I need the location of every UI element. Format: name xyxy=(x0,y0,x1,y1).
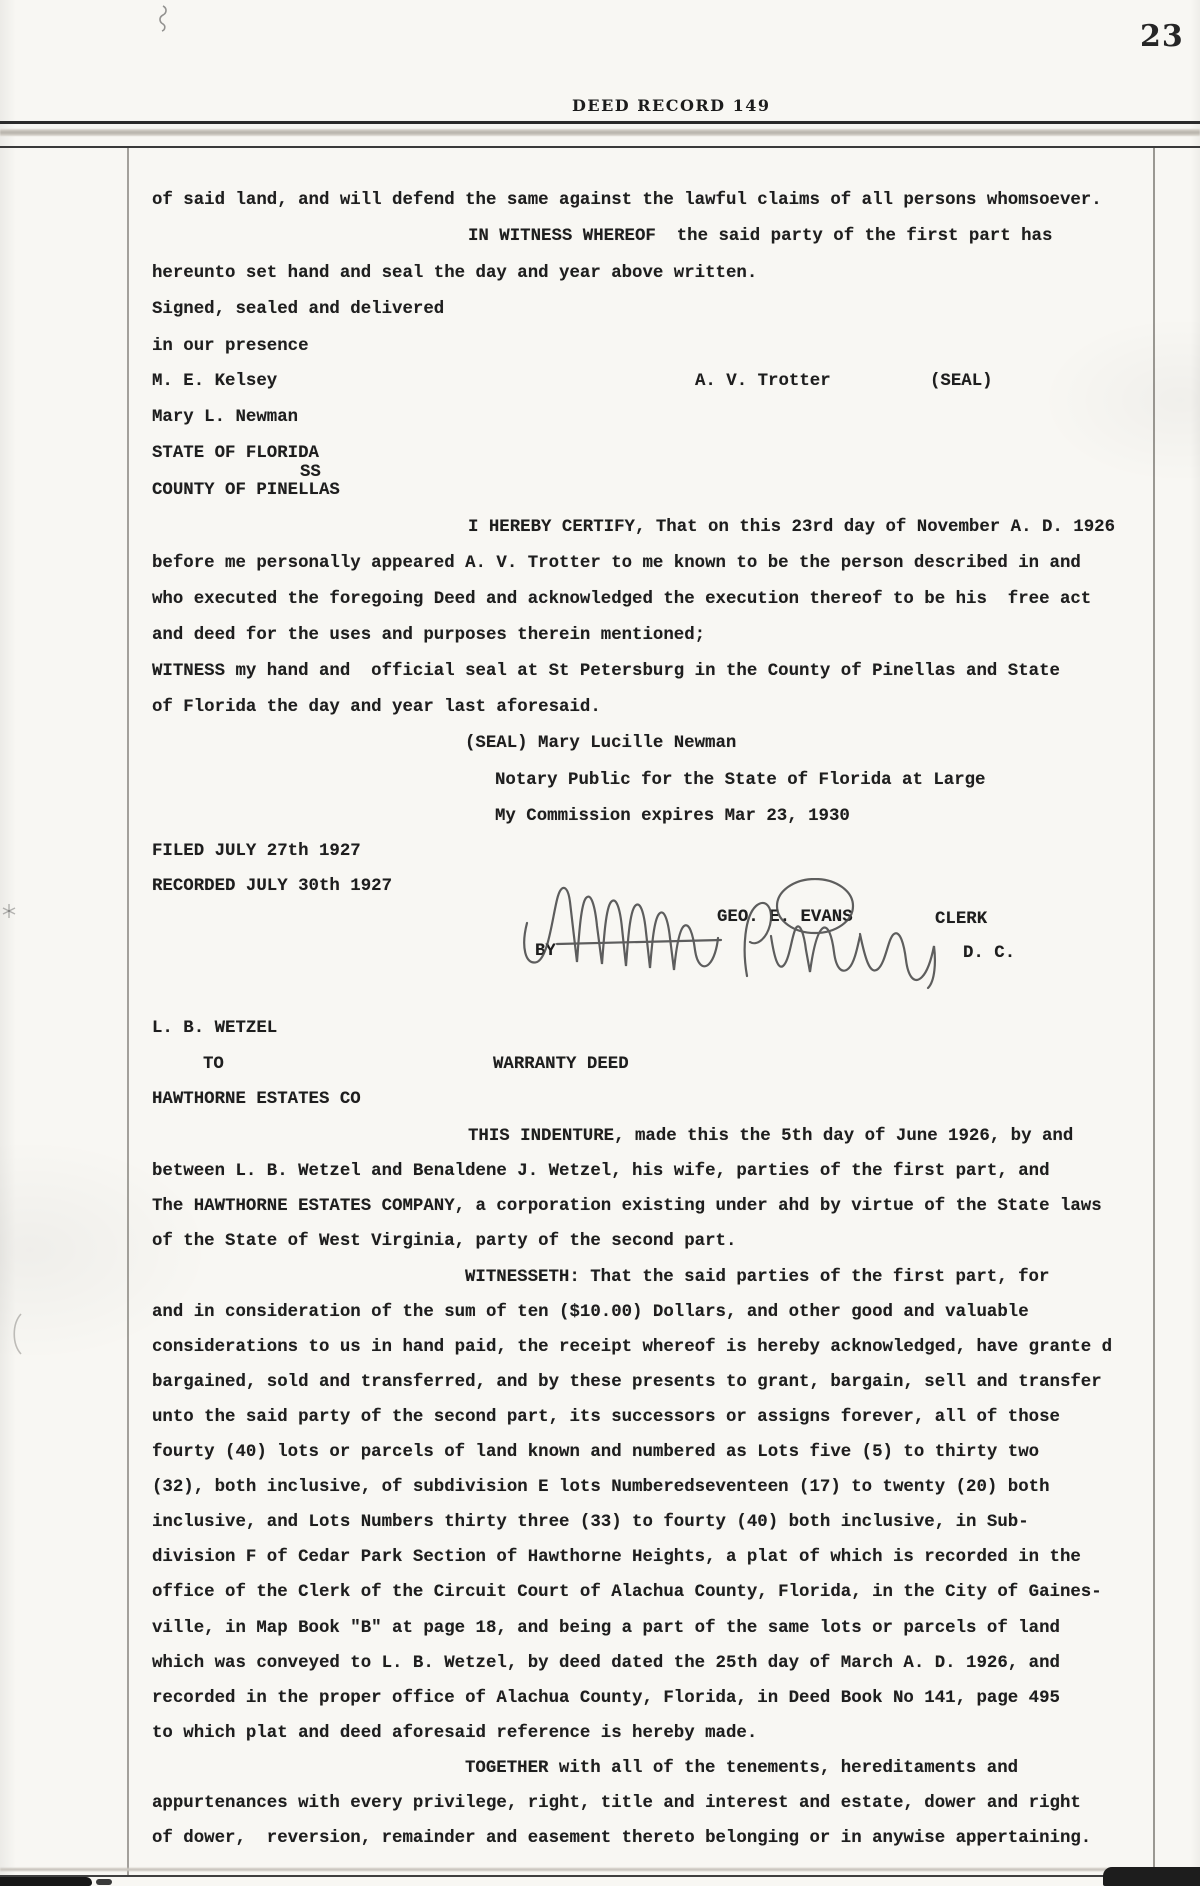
bottom-rule xyxy=(0,1875,1200,1877)
typed-line: STATE OF FLORIDA xyxy=(152,444,319,463)
typed-line: office of the Clerk of the Circuit Court of Alachua County, Florida, in the City of Gaines- xyxy=(152,1583,1102,1602)
typed-line: (32), both inclusive, of subdivision E lots Numberedseventeen (17) to twenty (20) both xyxy=(152,1478,1050,1497)
typed-line: in our presence xyxy=(152,337,309,356)
typed-line: Signed, sealed and delivered xyxy=(152,300,445,319)
typed-line: The HAWTHORNE ESTATES COMPANY, a corporation existing under ahd by virtue of the State laws xyxy=(152,1197,1102,1216)
typed-line: hereunto set hand and seal the day and year above written. xyxy=(152,264,758,283)
typed-line: WITNESS my hand and official seal at St Petersburg in the County of Pinellas and State xyxy=(152,662,1060,681)
typed-line: appurtenances with every privilege, right, title and interest and estate, dower and right xyxy=(152,1794,1081,1813)
typed-line: SS xyxy=(300,463,321,482)
typed-line: My Commission expires Mar 23, 1930 xyxy=(495,807,850,826)
typed-line: (SEAL) xyxy=(930,372,993,391)
typed-line: division F of Cedar Park Section of Hawthorne Heights, a plat of which is recorded in the xyxy=(152,1548,1081,1567)
typed-line: of said land, and will defend the same against the lawful claims of all persons whomsoever. xyxy=(152,191,1102,210)
typed-line: BY xyxy=(535,942,556,961)
clerk-signature-scrawl xyxy=(515,878,955,998)
scan-artifact-pencil-mark xyxy=(8,1312,24,1356)
typed-line: RECORDED JULY 30th 1927 xyxy=(152,877,393,896)
deed-record-header: DEED RECORD 149 xyxy=(572,96,771,115)
typed-line: of Florida the day and year last aforesaid. xyxy=(152,698,601,717)
scan-artifact-top-ornament xyxy=(155,4,171,32)
typed-line: TO xyxy=(203,1055,224,1074)
typed-line: ville, in Map Book "B" at page 18, and being a part of the same lots or parcels of land xyxy=(152,1619,1060,1638)
typed-line: and in consideration of the sum of ten ($10.00) Dollars, and other good and valuable xyxy=(152,1303,1029,1322)
bottom-rule-fuzzy xyxy=(0,1868,1200,1871)
scan-artifact-bottom-right xyxy=(1103,1867,1200,1886)
typed-line: THIS INDENTURE, made this the 5th day of June 1926, by and xyxy=(468,1127,1074,1146)
typed-line: recorded in the proper office of Alachua County, Florida, in Deed Book No 141, page 495 xyxy=(152,1689,1060,1708)
typed-line: of the State of West Virginia, party of the second part. xyxy=(152,1232,737,1251)
typed-line: unto the said party of the second part, its successors or assigns forever, all of those xyxy=(152,1408,1060,1427)
typed-line: CLERK xyxy=(935,910,988,929)
typed-line: GEO. E. EVANS xyxy=(717,908,853,927)
typed-line: (SEAL) Mary Lucille Newman xyxy=(465,734,737,753)
scan-artifact-bottom-left-nub xyxy=(96,1879,112,1885)
typed-line: of dower, reversion, remainder and easement thereto belonging or in anywise appertaining. xyxy=(152,1829,1092,1848)
typed-line: between L. B. Wetzel and Benaldene J. Wetzel, his wife, parties of the first part, and xyxy=(152,1162,1050,1181)
typed-line: considerations to us in hand paid, the receipt whereof is hereby acknowledged, have grante d xyxy=(152,1338,1113,1357)
page-number: 23 xyxy=(1140,19,1184,54)
typed-line: L. B. WETZEL xyxy=(152,1019,278,1038)
typed-line: WARRANTY DEED xyxy=(493,1055,629,1074)
typed-line: IN WITNESS WHEREOF the said party of the first part has xyxy=(468,227,1053,246)
typed-line: HAWTHORNE ESTATES CO xyxy=(152,1090,361,1109)
typed-line: bargained, sold and transferred, and by these presents to grant, bargain, sell and transfer xyxy=(152,1373,1102,1392)
typed-line: who executed the foregoing Deed and acknowledged the execution thereof to be his free act xyxy=(152,590,1092,609)
typed-line: Mary L. Newman xyxy=(152,408,299,427)
typed-line: A. V. Trotter xyxy=(695,372,831,391)
typed-line: FILED JULY 27th 1927 xyxy=(152,842,361,861)
typed-line: I HEREBY CERTIFY, That on this 23rd day of November A. D. 1926 xyxy=(468,518,1116,537)
typed-line: COUNTY OF PINELLAS xyxy=(152,481,340,500)
typed-line: which was conveyed to L. B. Wetzel, by deed dated the 25th day of March A. D. 1926, and xyxy=(152,1654,1060,1673)
typed-line: D. C. xyxy=(963,944,1016,963)
typed-line: WITNESSETH: That the said parties of the first part, for xyxy=(465,1268,1050,1287)
typed-line: Notary Public for the State of Florida at Large xyxy=(495,771,986,790)
scan-artifact-bottom-left xyxy=(0,1877,92,1886)
typed-line: M. E. Kelsey xyxy=(152,372,278,391)
scan-artifact-asterisk xyxy=(1,903,17,919)
typed-line: to which plat and deed aforesaid reference is hereby made. xyxy=(152,1724,758,1743)
typed-line: fourty (40) lots or parcels of land known and numbered as Lots five (5) to thirty two xyxy=(152,1443,1040,1462)
typed-line: before me personally appeared A. V. Trotter to me known to be the person described in and xyxy=(152,554,1081,573)
typed-line: and deed for the uses and purposes therein mentioned; xyxy=(152,626,706,645)
typed-line: TOGETHER with all of the tenements, hereditaments and xyxy=(465,1759,1019,1778)
typed-line: inclusive, and Lots Numbers thirty three (33) to fourty (40) both inclusive, in Sub- xyxy=(152,1513,1029,1532)
